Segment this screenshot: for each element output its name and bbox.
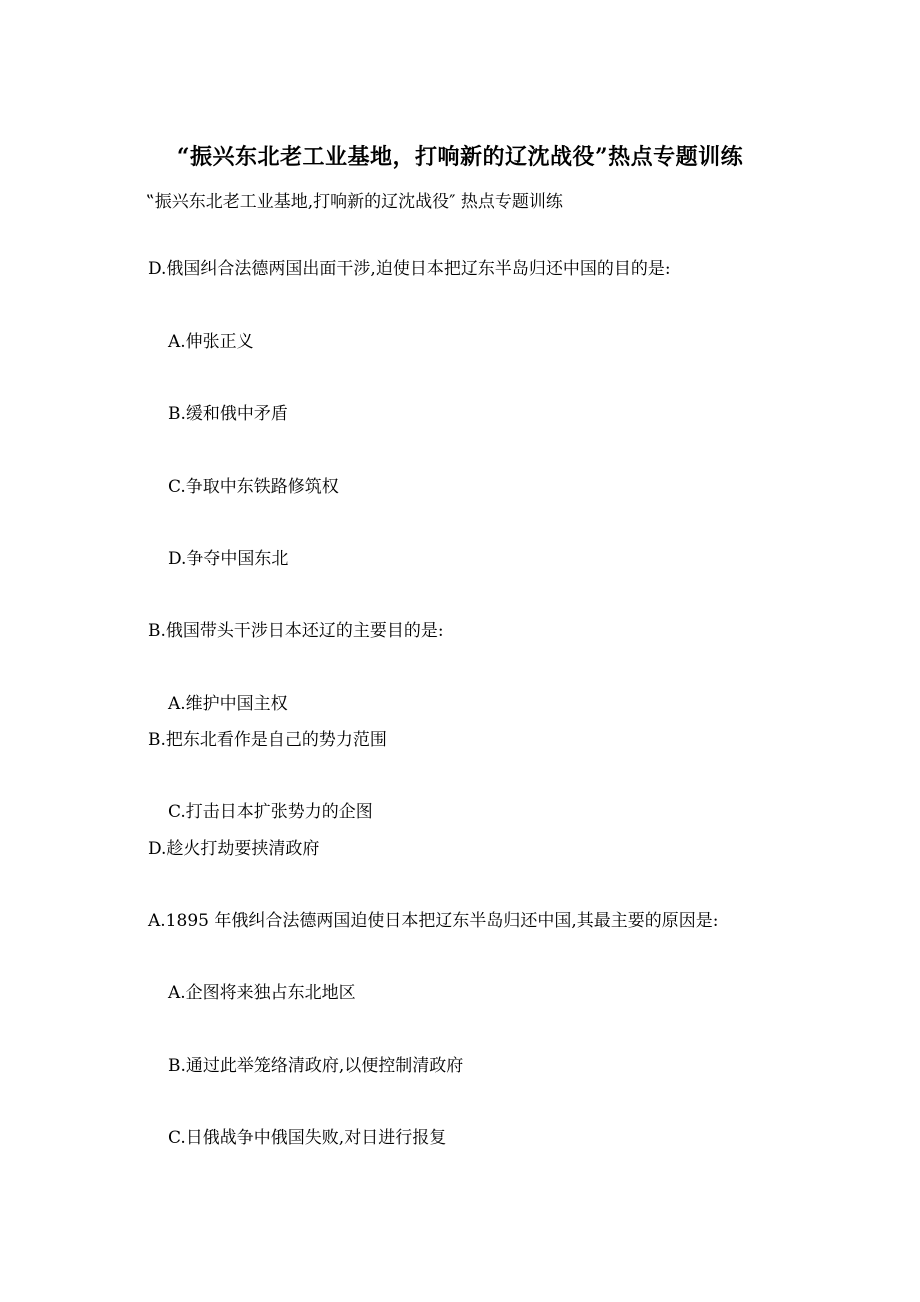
document-subtitle: ‟振兴东北老工业基地,打响新的辽沈战役″ 热点专题训练: [146, 192, 563, 212]
option-line: A.企图将来独占东北地区: [168, 983, 356, 1003]
document-title: “振兴东北老工业基地，打响新的辽沈战役”热点专题训练: [176, 144, 744, 170]
question-line: B.俄国带头干涉日本还辽的主要目的是:: [148, 621, 444, 641]
option-line: B.缓和俄中矛盾: [168, 404, 288, 424]
option-line: D.争夺中国东北: [168, 549, 289, 569]
option-line: A.维护中国主权: [168, 694, 288, 714]
option-line: B.通过此举笼络清政府,以便控制清政府: [168, 1056, 464, 1076]
question-line: B.把东北看作是自己的势力范围: [148, 730, 387, 750]
option-line: C.日俄战争中俄国失败,对日进行报复: [168, 1128, 447, 1148]
question-line: D.趁火打劫要挟清政府: [148, 839, 320, 859]
option-line: C.打击日本扩张势力的企图: [168, 802, 373, 822]
option-line: C.争取中东铁路修筑权: [168, 477, 339, 497]
question-line: D.俄国纠合法德两国出面干涉,迫使日本把辽东半岛归还中国的目的是:: [148, 259, 671, 279]
question-line: A.1895 年俄纠合法德两国迫使日本把辽东半岛归还中国,其最主要的原因是:: [148, 911, 719, 931]
option-line: A.伸张正义: [168, 332, 254, 352]
